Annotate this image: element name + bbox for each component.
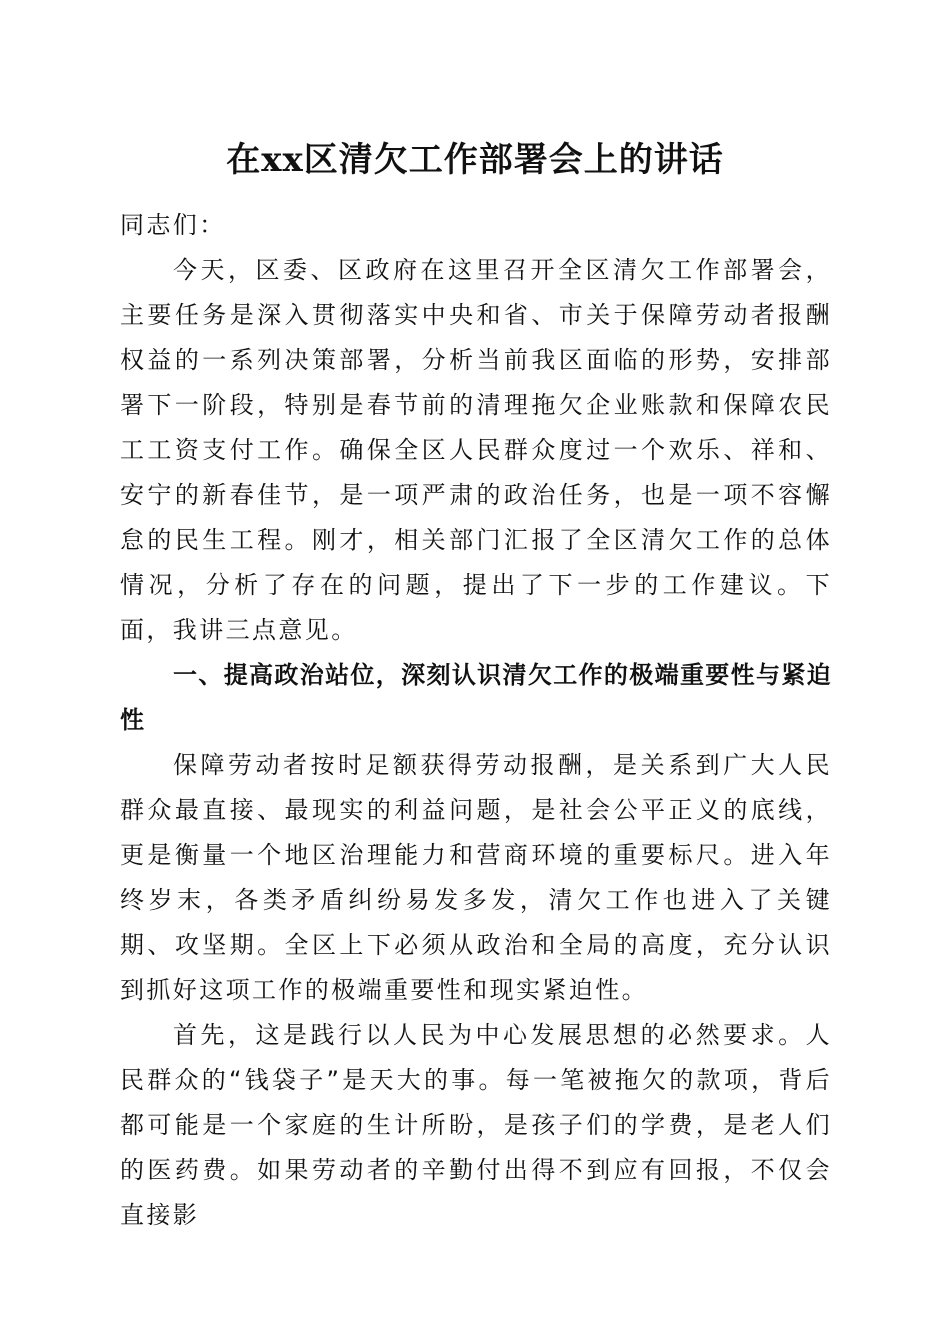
paragraph-section-1-intro: 保障劳动者按时足额获得劳动报酬，是关系到广大人民群众最直接、最现实的利益问题，是社会公平正义的底线，更是衡量一个地区治理能力和营商环境的重要标尺。进入年终岁末，各类矛盾纠纷易发多发，清欠工作也进入了关键期、攻坚期。全区上下必须从政治和全局的高度，充分认识到抓好这项工作的极端重要性和现实紧迫性。 <box>120 751 832 1004</box>
section-heading-1: 一、提高政治站位，深刻认识清欠工作的极端重要性与紧迫性 <box>120 661 832 734</box>
paragraph-opening: 今天，区委、区政府在这里召开全区清欠工作部署会，主要任务是深入贯彻落实中央和省、市关于保障劳动者报酬权益的一系列决策部署，分析当前我区面临的形势，安排部署下一阶段，特别是春节前的清理拖欠企业账款和保障农民工工资支付工作。确保全区人民群众度过一个欢乐、祥和、安宁的新春佳节，是一项严肃的政治任务，也是一项不容懈怠的民生工程。刚才，相关部门汇报了全区清欠工作的总体情况，分析了存在的问题，提出了下一步的工作建议。下面，我讲三点意见。 <box>120 256 832 644</box>
document-title: 在xx区清欠工作部署会上的讲话 <box>226 140 724 180</box>
document-body <box>120 203 832 1238</box>
salutation: 同志们： <box>120 211 226 239</box>
paragraph-section-1-first-point: 首先，这是践行以人民为中心发展思想的必然要求。人民群众的“钱袋子”是天大的事。每一笔被拖欠的款项，背后都可能是一个家庭的生计所盼，是孩子们的学费，是老人们的医药费。如果劳动者的辛勤付出得不到应有回报，不仅会直接影 <box>120 1021 832 1229</box>
